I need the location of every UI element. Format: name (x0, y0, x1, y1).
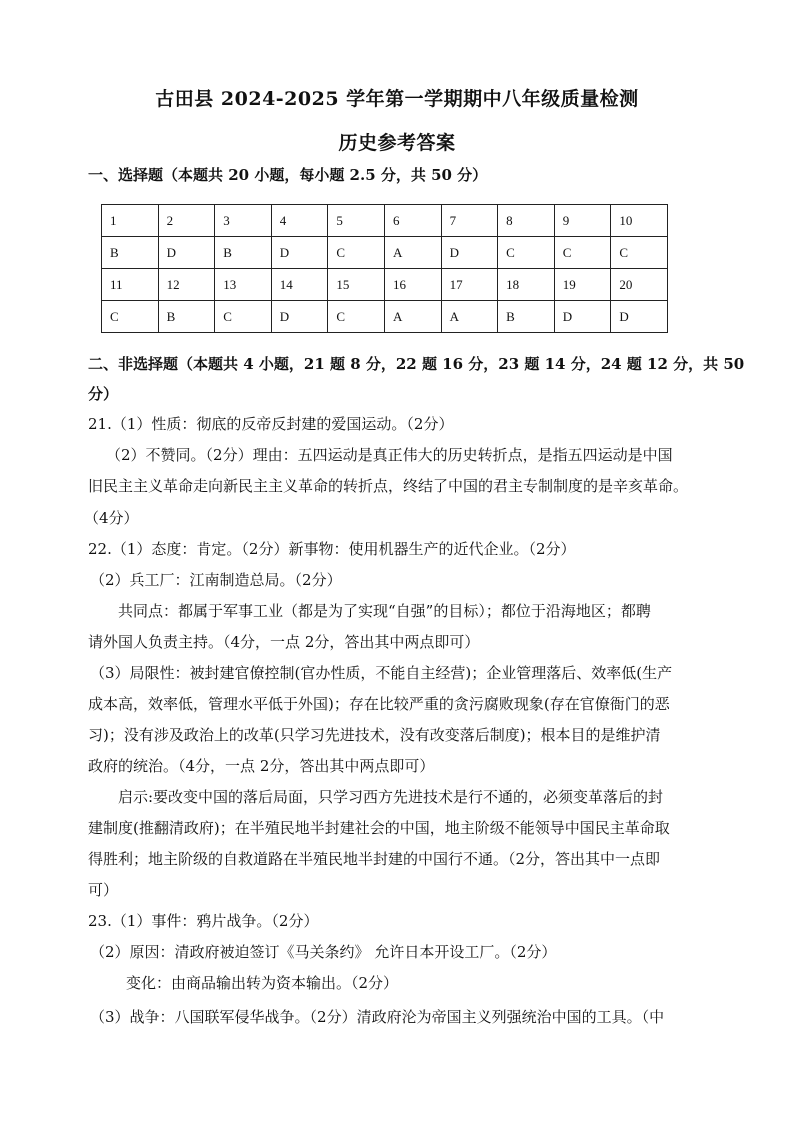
answer-line: 共同点：都属于军事工业（都是为了实现“自强”的目标）；都位于沿海地区；都聘 (118, 602, 651, 620)
question-number-cell: 19 (554, 269, 611, 301)
answer-line: 得胜利；地主阶级的自救道路在半殖民地半封建的中国行不通。（2分，答出其中一点即 (88, 850, 661, 868)
answer-line: 成本高，效率低，管理水平低于外国)；存在比较严重的贪污腐败现象(存在官僚衙门的恶 (88, 695, 670, 713)
answer-letter-cell: D (554, 301, 611, 333)
answer-letter-cell: C (328, 237, 385, 269)
answer-letter-cell: D (271, 237, 328, 269)
question-number-cell: 5 (328, 205, 385, 237)
answer-letter-cell: D (158, 237, 215, 269)
question-number-cell: 13 (215, 269, 272, 301)
answer-letter-cell: D (271, 301, 328, 333)
question-number-cell: 2 (158, 205, 215, 237)
answer-letter-cell: C (215, 301, 272, 333)
page-subtitle: 历史参考答案 (338, 132, 456, 154)
answer-letter-cell: C (328, 301, 385, 333)
answer-line: 可） (88, 881, 119, 899)
question-number-row (102, 269, 668, 301)
section-choice-heading: 一、选择题（本题共 20 小题，每小题 2.5 分，共 50 分） (88, 166, 488, 184)
answer-letter-row (102, 237, 668, 269)
answer-letter-cell: B (102, 237, 159, 269)
answer-letter-cell: A (441, 301, 498, 333)
question-number-row (102, 205, 668, 237)
section-nonchoice-heading: 二、非选择题（本题共 4 小题，21 题 8 分，22 题 16 分，23 题 14 分，24 题 12 分，共 50 (88, 355, 745, 373)
answer-letter-cell: D (441, 237, 498, 269)
answer-line: 21.（1）性质：彻底的反帝反封建的爱国运动。（2分） (88, 415, 454, 433)
answer-line: 启示:要改变中国的落后局面，只学习西方先进技术是行不通的，必须变革落后的封 (118, 788, 664, 806)
question-number-cell: 14 (271, 269, 328, 301)
question-number-cell: 1 (102, 205, 159, 237)
answer-letter-cell: A (384, 237, 441, 269)
question-number-cell: 18 (498, 269, 555, 301)
answer-line: 建制度(推翻清政府)；在半殖民地半封建社会的中国，地主阶级不能领导中国民主革命取 (88, 819, 670, 837)
answer-line: 请外国人负责主持。（4分，一点 2分，答出其中两点即可） (88, 633, 480, 651)
answer-line: 政府的统治。（4分，一点 2分，答出其中两点即可） (88, 757, 435, 775)
answer-letter-row (102, 301, 668, 333)
answer-letter-cell: D (611, 301, 668, 333)
question-number-cell: 17 (441, 269, 498, 301)
answer-line: 22.（1）态度：肯定。（2分）新事物：使用机器生产的近代企业。（2分） (88, 540, 576, 558)
answer-letter-cell: C (554, 237, 611, 269)
answer-letter-cell: C (498, 237, 555, 269)
question-number-cell: 7 (441, 205, 498, 237)
choice-answer-table (101, 204, 668, 333)
answer-line: （4分） (84, 509, 139, 527)
answer-line: （2）不赞同。（2分）理由：五四运动是真正伟大的历史转折点，是指五四运动是中国 (106, 446, 673, 464)
answer-letter-cell: C (611, 237, 668, 269)
question-number-cell: 12 (158, 269, 215, 301)
question-number-cell: 15 (328, 269, 385, 301)
answer-letter-cell: B (498, 301, 555, 333)
question-number-cell: 6 (384, 205, 441, 237)
page-title: 古田县 2024-2025 学年第一学期期中八年级质量检测 (155, 88, 639, 110)
question-number-cell: 8 (498, 205, 555, 237)
answer-line: 旧民主主义革命走向新民主主义革命的转折点，终结了中国的君主专制制度的是辛亥革命。 (88, 477, 689, 495)
answer-letter-cell: B (215, 237, 272, 269)
question-number-cell: 9 (554, 205, 611, 237)
answer-line: 习)；没有涉及政治上的改革(只学习先进技术，没有改变落后制度)；根本目的是维护清 (88, 726, 661, 744)
answer-letter-cell: A (384, 301, 441, 333)
question-number-cell: 3 (215, 205, 272, 237)
question-number-cell: 20 (611, 269, 668, 301)
section-nonchoice-heading-cont: 分） (88, 385, 119, 403)
question-number-cell: 4 (271, 205, 328, 237)
answer-line: （3）局限性：被封建官僚控制(官办性质，不能自主经营)；企业管理落后、效率低(生产 (90, 664, 673, 682)
answer-line: （2）兵工厂：江南制造总局。（2分） (90, 571, 342, 589)
answer-line: 变化：由商品输出转为资本输出。（2分） (126, 974, 399, 992)
answer-letter-cell: C (102, 301, 159, 333)
answer-line: （3）战争：八国联军侵华战争。（2分）清政府沦为帝国主义列强统治中国的工具。（中 (90, 1008, 665, 1026)
answer-line: 23.（1）事件：鸦片战争。（2分） (88, 912, 319, 930)
answer-line: （2）原因：清政府被迫签订《马关条约》 允许日本开设工厂。（2分） (90, 943, 557, 961)
question-number-cell: 16 (384, 269, 441, 301)
question-number-cell: 10 (611, 205, 668, 237)
answer-letter-cell: B (158, 301, 215, 333)
question-number-cell: 11 (102, 269, 159, 301)
